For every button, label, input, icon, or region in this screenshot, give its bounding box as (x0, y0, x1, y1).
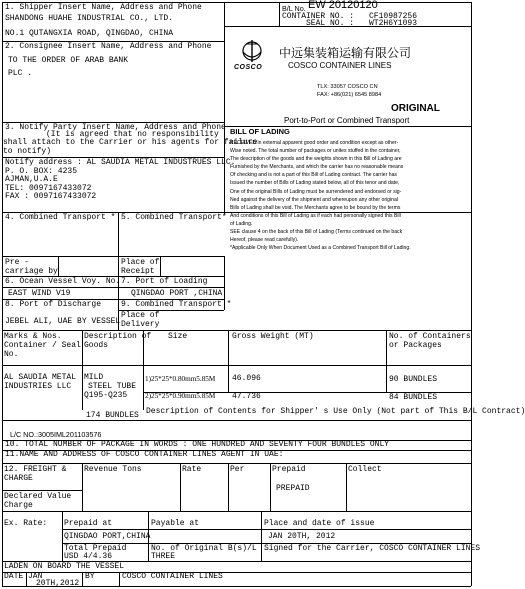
cargo-weight-1: 46.096 (232, 374, 261, 383)
prepaid-label: Prepaid (272, 465, 306, 474)
carrier-name-en: COSCO CONTAINER LINES (288, 61, 392, 70)
ex-rate-label: Ex. Rate: (4, 519, 48, 528)
place-receipt-label-1: Place of (121, 258, 160, 267)
consignee-line1: TO THE ORDER OF ARAB BANK (8, 56, 129, 65)
notify-fax: FAX : 0097167433072 (5, 192, 97, 201)
carrier-tlx: TLX: 33057 COSCO CN (317, 84, 378, 90)
consignee-line2: PLC . (8, 69, 33, 78)
desc-header-2: Goods (84, 341, 109, 350)
pre-carriage-label-1: Pre - (5, 258, 30, 267)
lc-number: L/C NO.:3005IML201103576 (10, 430, 102, 439)
combined-transport-9: 9. Combined Transport * (121, 300, 232, 309)
notify-city: AJMAN,U.A.E (5, 175, 58, 184)
freight-label-1: 12. FREIGHT & (4, 465, 67, 474)
original-stamp: ORIGINAL (391, 103, 440, 114)
declared-value-2: Charge (4, 501, 33, 510)
port-discharge-value: JEBEL ALI, UAE BY VESSEL (5, 317, 121, 326)
terms-text: RECEIVED in external apparent good order and condition except as other- Wise noted. The total number of packages or unites stuffed in the container, The description of the goods and the weights shown in this Bill of Lading are Furnished by the Merchants, and which the carrier has no reasonable means Of checking and is not a part of this Bill of Lading contract. The carrier has Issued the number of Bills of Lading stated below, all of this tenor and date, One of the original Bills of Lading must be surrendered and endorsed or sig- Ned against the delivery of the shipment and whereupon any other original Bills of Lading shall be void. The Merchants agree to be bound by the terms And conditions of this Bill of Lading as if each had personally signed this Bill of Lading. SEE clause 4 on the back of this Bill of Lading (Terms continued on the back Hereof, please read carefully). *Applicable Only When Document Used as a Combined Transport Bill of Lading. (230, 140, 411, 252)
total-prepaid-label: Total Prepaid (64, 544, 127, 553)
cosco-logo-text: COSCO (234, 64, 263, 71)
total-prepaid-value: USD 4/4.36 (64, 552, 113, 561)
no-original-value: THREE (151, 552, 176, 561)
bl-no-value: EW 20120120 (308, 0, 378, 11)
port-loading-value: QINGDAO PORT ,CHINA (131, 289, 223, 298)
laden-on-board: LADEN ON BOARD THE VESSEL (4, 562, 125, 571)
port-loading-label: 7. Port of Loading (121, 277, 208, 286)
place-delivery-label-1: Place of (121, 311, 160, 320)
rate-label: Rate (182, 465, 202, 474)
place-delivery-label-2: Delivery (121, 320, 160, 329)
carrier-name-cn: 中远集装箱运输有限公司 (279, 46, 412, 60)
container-no-value: CF10987256 (369, 12, 418, 21)
declared-value-1: Declared Value (4, 492, 72, 501)
notify-heading-4: to notify) (3, 147, 52, 156)
ocean-vessel-value: EAST WIND V19 (8, 289, 71, 298)
transport-type: Port-to-Port or Combined Transport (284, 116, 410, 125)
revenue-tons-label: Revenue Tons (84, 465, 142, 474)
cargo-marks-1: AL SAUDIA METAL (4, 373, 77, 382)
prepaid-value: PREPAID (276, 484, 310, 493)
desc-header-1: Description of (84, 332, 152, 341)
signed-for-carrier: Signed for the Carrier, COSCO CONTAINER LINES (264, 544, 481, 553)
ocean-vessel-label: 6. Ocean Vessel Voy. No. (5, 277, 121, 286)
cargo-bundles-2: 84 BUNDLES (389, 393, 438, 402)
port-discharge-label: 8. Port of Discharge (5, 300, 102, 309)
cargo-weight-2: 47.736 (232, 392, 261, 401)
place-date-value: JAN 20TH, 2012 (268, 532, 336, 541)
cargo-total-bundles: 174 BUNDLES (86, 411, 139, 420)
seal-no-value: WT2H6Y1093 (369, 19, 418, 28)
per-label: Per (230, 465, 245, 474)
bl-no-label: B/L No. (282, 4, 306, 13)
bill-title: BILL OF LADING (230, 127, 290, 136)
marks-header-2: Container / Seal (4, 341, 81, 350)
containers-header-1: No. of Containers (389, 332, 471, 341)
notify-heading-2: (It is agreed that no responsibility (46, 130, 219, 139)
containers-header-2: or Packages (389, 341, 442, 350)
notify-tel: TEL: 0097167433072 (5, 184, 92, 193)
by-label: BY (85, 572, 95, 581)
shipper-address: NO.1 QUTANGXIA ROAD, QINGDAO, CHINA (5, 29, 174, 38)
place-receipt-label-2: Receipt (121, 267, 155, 276)
shipper-name: SHANDONG HUAHE INDUSTRIAL CO., LTD. (5, 14, 174, 23)
weight-header: Gross Weight (MT) (232, 332, 314, 341)
by-value: COSCO CONTAINER LINES (122, 572, 223, 581)
payable-at-label: Payable at (151, 519, 200, 528)
consignee-heading: 2. Consignee Insert Name, Address and Phone (5, 42, 212, 51)
carrier-fax: FAX: +86(021) 6545 8984 (317, 92, 382, 98)
marks-header-1: Marks & Nos. (4, 332, 62, 341)
cargo-size-2: 2)25*25*0.90mm5.85M (145, 392, 216, 400)
cargo-desc-3: Q195-Q235 (84, 391, 128, 400)
total-packages-words: 10. TOTAL NUMBER OF PACKAGE IN WORDS : ONE HUNDRED AND SEVENTY FOUR BUNDLES ONLY (5, 440, 390, 449)
date-label: DATE (4, 572, 24, 581)
place-date-label: Place and date of issue (264, 519, 375, 528)
no-original-label: No. of Original B(s)/L (151, 544, 257, 553)
cosco-logo-icon (232, 38, 272, 78)
cargo-desc-1: MILD (84, 373, 104, 382)
combined-transport-5: 5. Combined Transport* (121, 213, 227, 222)
notify-heading-3: shall attach to the Carrier or his agents for failure (3, 138, 258, 147)
cargo-desc-2: STEEL TUBE (88, 382, 137, 391)
notify-pobox: P. O. BOX: 4235 (5, 167, 78, 176)
cargo-marks-2: INDUSTRIES LLC (4, 382, 72, 391)
prepaid-at-value: QINGDAO PORT,CHINA (64, 532, 151, 541)
cargo-size-1: 1)25*25*0.80mm5.85M (145, 375, 216, 383)
date-value-2: 20TH,2012 (36, 579, 80, 588)
size-header: Size (168, 332, 188, 341)
marks-header-3: No. (4, 350, 19, 359)
pre-carriage-label-2: carriage by (5, 267, 58, 276)
shipper-heading: 1. Shipper Insert Name, Address and Phone (5, 3, 202, 12)
seal-no-label: SEAL NO. : (306, 19, 355, 28)
cargo-bundles-1: 90 BUNDLES (389, 375, 438, 384)
agent-name-address: 11.NAME AND ADDRESS OF COSCO CONTAINER LINES AGENT IN UAE: (5, 450, 284, 459)
notify-heading-1: 3. Notify Party Insert Name, Address and Phone (5, 123, 226, 132)
combined-transport-4: 4. Combined Transport * (5, 213, 116, 222)
container-no-label: CONTAINER NO. : (282, 12, 355, 21)
notify-address: Notify address : AL SAUDIA METAL INDUSTRUES LLC. (5, 158, 236, 167)
collect-label: Collect (348, 465, 382, 474)
shipper-use-note: Description of Contents for Shipper' s Use Only (Not part of This B/L Contract) (146, 407, 525, 416)
freight-label-2: CHARGE (4, 474, 33, 483)
prepaid-at-label: Prepaid at (64, 519, 113, 528)
date-value-1: JAN (28, 572, 43, 581)
